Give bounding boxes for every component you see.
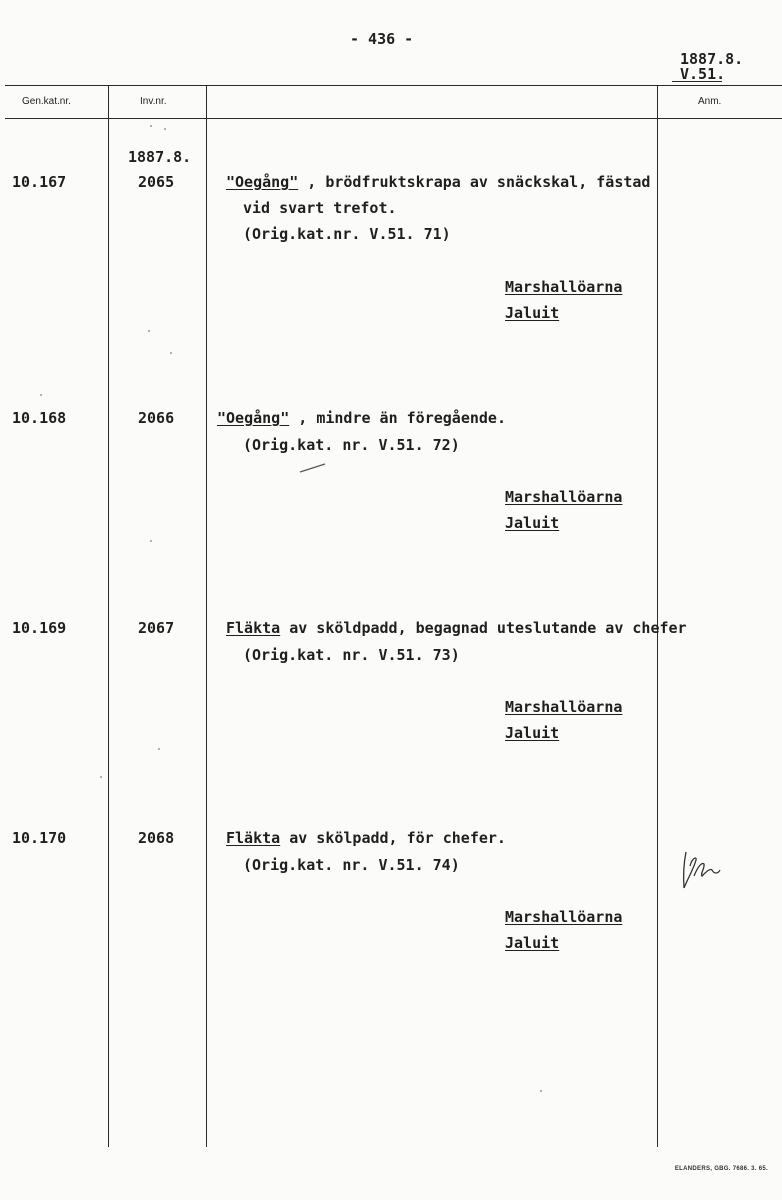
header-inv-nr: Inv.nr. [140,96,167,107]
inv-number: 2067 [138,619,175,637]
sub-place-name: Jaluit [505,514,560,532]
place-name: Marshallöarna [505,698,623,716]
header-anm: Anm. [698,96,722,107]
scan-speck [540,1090,542,1092]
entry-description [226,619,687,637]
orig-kat-ref: (Orig.kat. nr. V.51. 73) [243,646,460,664]
sub-place-name: Jaluit [505,724,560,742]
entry-title: Fläkta [226,829,281,847]
header-gen-kat-nr: Gen.kat.nr. [22,96,71,107]
pencil-stroke-mark [298,462,328,474]
scan-speck [100,776,102,778]
inv-number: 2068 [138,829,175,847]
inv-number: 2066 [138,409,175,427]
place-name: Marshallöarna [505,908,623,926]
inv-number: 2065 [138,173,175,191]
sub-place-name: Jaluit [505,934,560,952]
scan-speck [40,394,42,396]
inv-date: 1887.8. [128,148,192,166]
scan-speck [150,125,152,127]
header-date: 1887.8. [680,50,744,68]
entry-description [226,173,650,191]
header-ref: V.51. [680,65,726,83]
column-divider-gen [108,85,109,1147]
entry-text: , brödfruktskrapa av snäckskal, fästad [298,173,651,191]
scan-speck [148,330,150,332]
scan-speck [164,128,166,130]
gen-kat-number: 10.167 [12,173,67,191]
gen-kat-number: 10.168 [12,409,67,427]
orig-kat-ref: (Orig.kat.nr. V.51. 71) [243,225,451,243]
page-number: - 436 - [350,30,414,48]
table-header-rule [5,118,782,119]
entry-description [217,409,506,427]
printer-imprint: ELANDERS, GBG. 7686. 3. 65. [674,1166,768,1172]
entry-text: av sköldpadd, begagnad uteslutande av chefer [280,619,687,637]
entry-text: av skölpadd, för chefer. [280,829,506,847]
entry-text: , mindre än föregående. [289,409,506,427]
scan-speck [170,352,172,354]
header-ref-rule [672,81,722,82]
scan-speck [150,540,152,542]
entry-title: "Oegång" [226,173,299,191]
gen-kat-number: 10.169 [12,619,67,637]
orig-kat-ref: (Orig.kat. nr. V.51. 72) [243,436,460,454]
entry-description [226,829,506,847]
gen-kat-number: 10.170 [12,829,67,847]
entry-title: Fläkta [226,619,281,637]
column-divider-anm [657,85,658,1147]
place-name: Marshallöarna [505,488,623,506]
orig-kat-ref: (Orig.kat. nr. V.51. 74) [243,856,460,874]
entry-text-continued: vid svart trefot. [243,199,397,217]
handwritten-signature [678,848,728,892]
sub-place-name: Jaluit [505,304,560,322]
column-divider-inv [206,85,207,1147]
scan-speck [158,748,160,750]
place-name: Marshallöarna [505,278,623,296]
entry-title: "Oegång" [217,409,290,427]
table-top-rule [5,85,782,86]
